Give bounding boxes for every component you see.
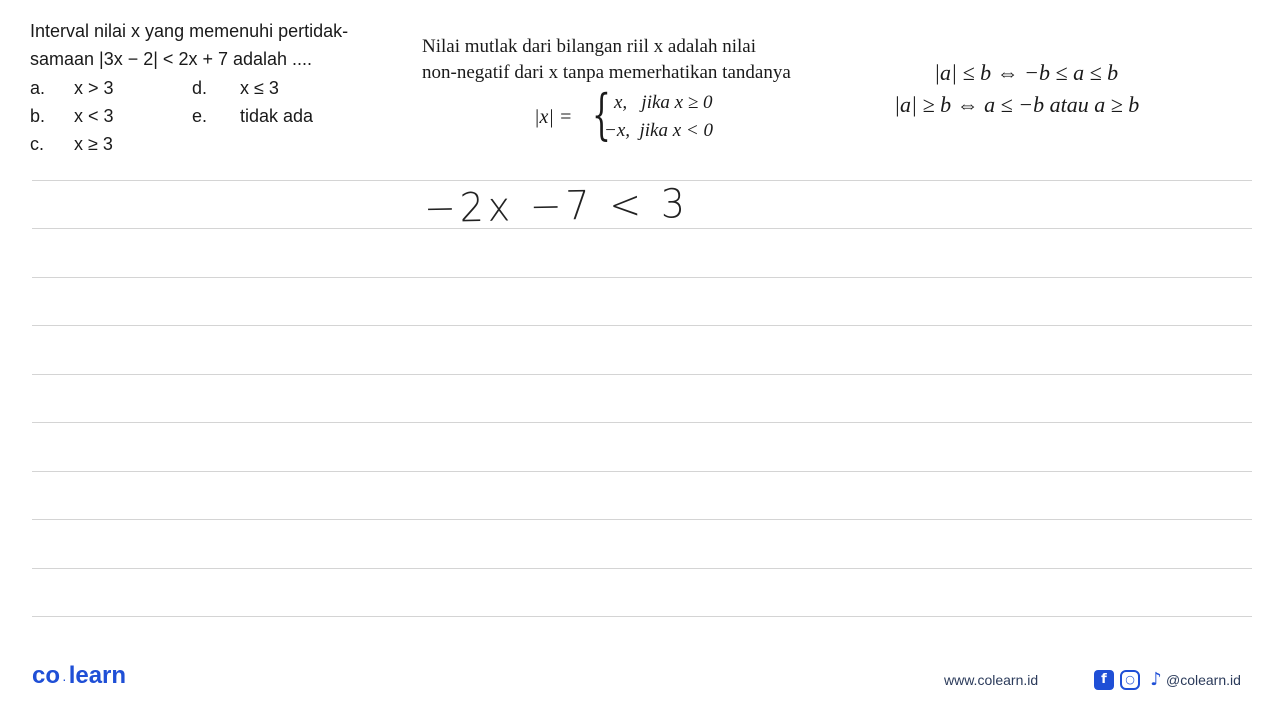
colearn-logo <box>32 662 126 690</box>
ruled-line <box>32 471 1252 472</box>
facebook-icon[interactable]: f <box>1094 670 1114 690</box>
handwritten-work: −2x −7 < 3 <box>423 181 690 232</box>
property-rule-2: |a| ≥ b ⇔ a ≤ −b atau a ≥ b <box>894 92 1140 117</box>
option-a-letter: a. <box>30 78 46 98</box>
ruled-line <box>32 180 1252 181</box>
logo-text-right: learn <box>68 662 127 689</box>
option-a-value: x > 3 <box>74 78 114 98</box>
option-b-letter: b. <box>30 106 46 126</box>
curly-brace-icon: { <box>592 83 611 146</box>
social-icons <box>1094 670 1166 690</box>
option-b-value: x < 3 <box>74 106 114 126</box>
definition-line-1: Nilai mutlak dari bilangan riil x adalah nilai <box>422 36 756 57</box>
ruled-line <box>32 228 1252 229</box>
logo-dot-icon: · <box>62 670 67 687</box>
website-link[interactable]: www.colearn.id <box>944 672 1039 688</box>
definition-case-1: x, jika x ≥ 0 <box>614 92 713 113</box>
question-line-1: Interval nilai x yang memenuhi pertidak- <box>30 21 349 41</box>
absolute-value-lhs: |x| = <box>534 106 573 128</box>
option-c-letter: c. <box>30 134 45 154</box>
option-e-value: tidak ada <box>240 106 314 126</box>
option-e-letter: e. <box>192 106 208 126</box>
option-d-letter: d. <box>192 78 208 98</box>
definition-case-2: −x, jika x < 0 <box>604 120 713 141</box>
ruled-line <box>32 277 1252 278</box>
question-line-2: samaan |3x − 2| < 2x + 7 adalah .... <box>30 49 313 69</box>
logo-text-left: co <box>32 662 61 689</box>
option-c-value: x ≥ 3 <box>74 134 113 154</box>
social-handle[interactable]: @colearn.id <box>1166 672 1241 688</box>
ruled-line <box>32 422 1252 423</box>
property-rule-1: |a| ≤ b ⇔ −b ≤ a ≤ b <box>934 60 1119 85</box>
definition-line-2: non-negatif dari x tanpa memerhatikan tandanya <box>422 62 791 83</box>
tiktok-icon[interactable]: ♪ <box>1150 669 1162 690</box>
ruled-line <box>32 325 1252 326</box>
ruled-line <box>32 568 1252 569</box>
ruled-line <box>32 374 1252 375</box>
ruled-line <box>32 616 1252 617</box>
ruled-line <box>32 519 1252 520</box>
instagram-icon[interactable]: ○ <box>1120 670 1140 690</box>
option-d-value: x ≤ 3 <box>240 78 279 98</box>
